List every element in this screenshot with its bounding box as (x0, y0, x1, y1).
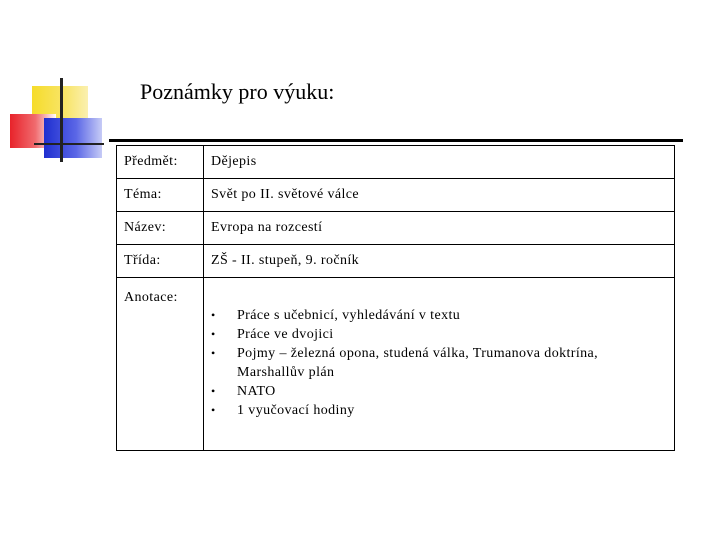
row-class (117, 245, 675, 278)
bullet-icon: • (211, 384, 216, 398)
row-value: Svět po II. světové válce (204, 179, 675, 212)
annotation-label-cell (117, 278, 204, 451)
bullet-icon: • (211, 327, 216, 341)
logo-vertical-bar (60, 78, 63, 162)
page-title: Poznámky pro výuku: (140, 79, 335, 104)
row-subject (117, 146, 675, 179)
row-label: Název: (117, 212, 204, 245)
lesson-notes-table (116, 145, 675, 451)
title-divider (109, 139, 683, 142)
list-item: • Pojmy – železná opona, studená válka, Trumanova doktrína, Marshallův plán (211, 346, 599, 380)
row-value: ZŠ - II. stupeň, 9. ročník (204, 245, 675, 278)
list-item: • NATO (211, 384, 276, 399)
logo-blue-square (44, 118, 102, 158)
row-value: Evropa na rozcestí (204, 212, 675, 245)
row-label: Třída: (117, 245, 204, 278)
row-value: Dějepis (204, 146, 675, 179)
logo-horizontal-bar (34, 143, 104, 145)
row-label: Téma: (117, 179, 204, 212)
annotation-list (211, 306, 667, 420)
annotation-value-cell (204, 278, 675, 451)
list-item: • 1 vyučovací hodiny (211, 403, 355, 418)
row-topic (117, 179, 675, 212)
bullet-icon: • (211, 346, 216, 360)
bullet-icon: • (211, 403, 216, 417)
row-label: Předmět: (117, 146, 204, 179)
bullet-icon: • (211, 308, 216, 322)
row-annotation (117, 278, 675, 451)
row-name (117, 212, 675, 245)
annotation-label: Anotace: (124, 290, 178, 305)
decorative-logo (0, 0, 110, 170)
list-item: • Práce ve dvojici (211, 327, 334, 342)
list-item: • Práce s učebnicí, vyhledávání v textu (211, 308, 461, 323)
